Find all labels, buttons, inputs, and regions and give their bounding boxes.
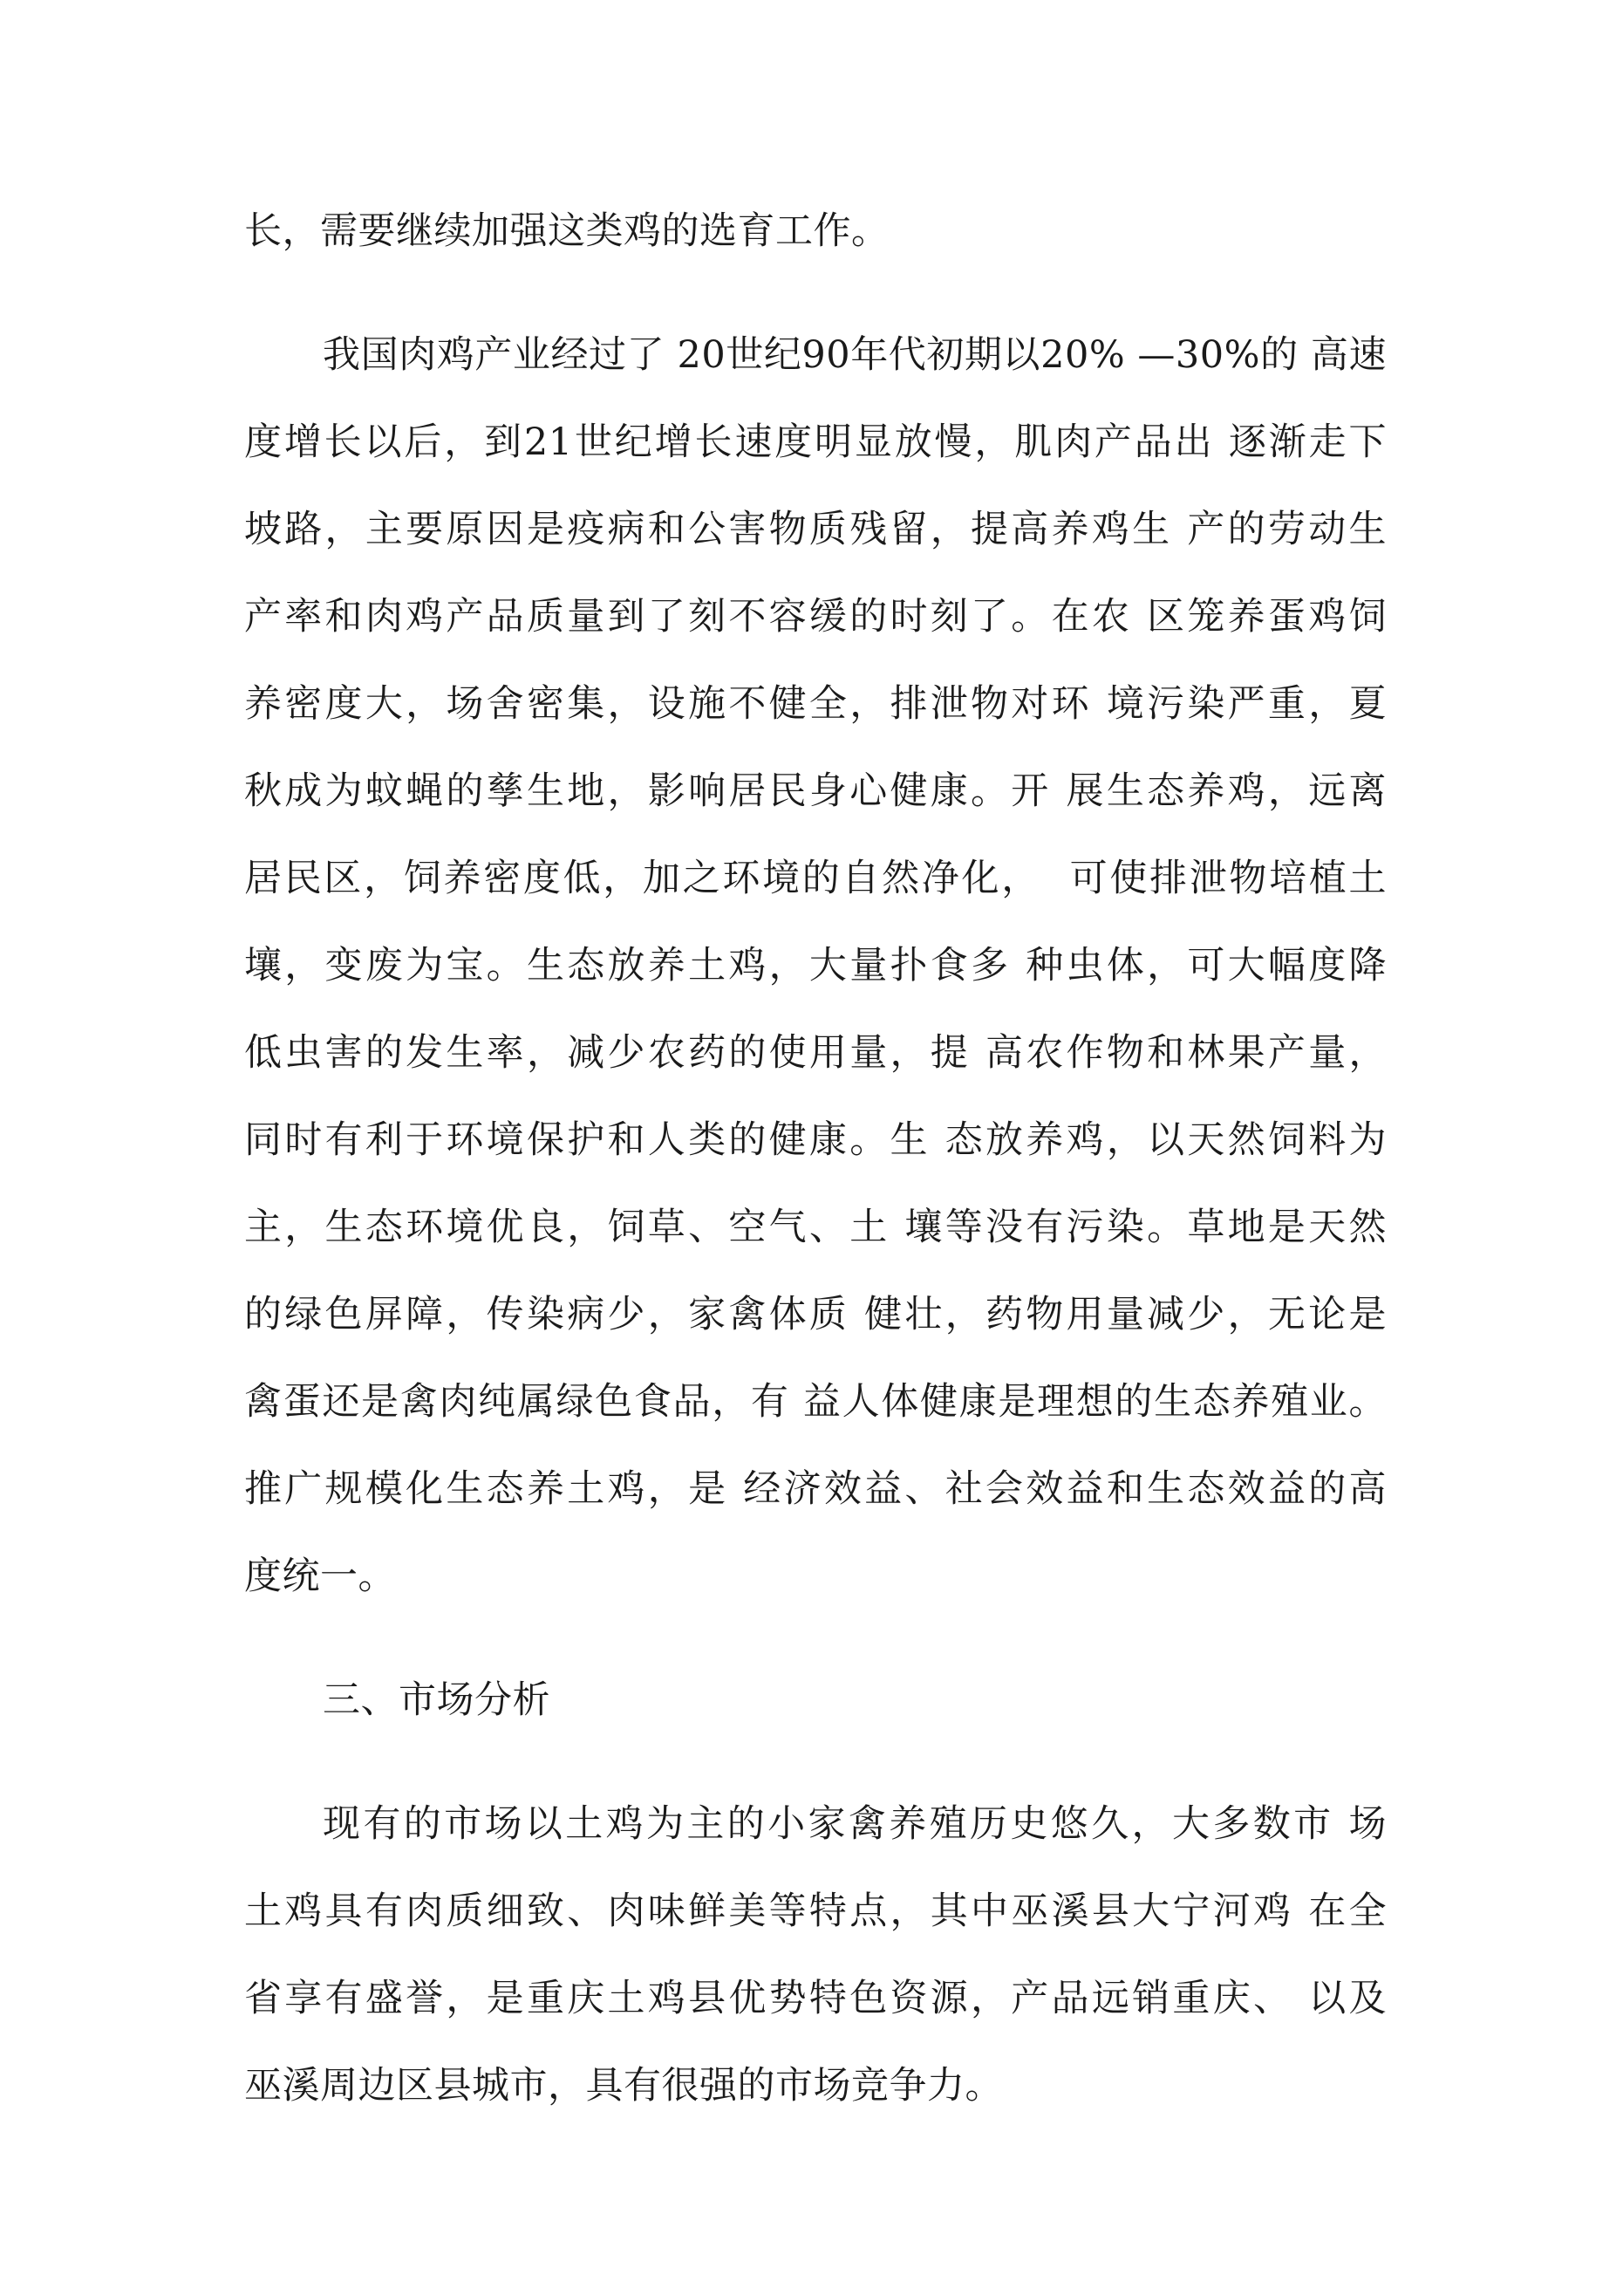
paragraph-line: 巫溪周边区县城市，具有很强的市场竞争力。 [244,2064,1003,2108]
paragraph-line: 的绿色屏障，传染病少，家禽体质 健壮，药物用量减少，无论是 [244,1293,1387,1336]
paragraph-line: 推广规模化生态养土鸡，是 经济效益、社会效益和生态效益的高 [244,1467,1387,1511]
paragraph-line: 同时有利于环境保护和人类的健康。生 态放养鸡，以天然饲料为 [244,1118,1387,1162]
paragraph-line: 居民区，饲养密度低，加之环境的自然净化， 可使排泄物培植土 [244,857,1387,900]
paragraph-line: 坡路，主要原因是疫病和公害物质残留，提高养鸡生 产的劳动生 [244,508,1387,551]
paragraph-line: 禽蛋还是禽肉纯属绿色食品，有 益人体健康是理想的生态养殖业。 [244,1380,1387,1424]
paragraph-line: 产率和肉鸡产品质量到了刻不容缓的时刻了。在农 区笼养蛋鸡饲 [244,595,1387,639]
paragraph-line: 土鸡具有肉质细致、肉味鲜美等特点，其中巫溪县大宁河鸡 在全 [244,1889,1387,1933]
paragraph-line: 低虫害的发生率，减少农药的使用量，提 高农作物和林果产量， [244,1031,1387,1075]
section-heading: 三、市场分析 [323,1678,550,1722]
paragraph-line: 度统一。 [244,1555,396,1598]
paragraph-line: 秋成为蚊蝇的孳生地，影响居民身心健康。开 展生态养鸡，远离 [244,769,1387,813]
paragraph-line: 养密度大，场舍密集，设施不健全，排泄物对环 境污染严重，夏 [244,682,1387,726]
paragraph-line: 现有的市场以土鸡为主的小家禽养殖历史悠久，大多数市 场 [323,1802,1387,1846]
paragraph-line: 度增长以后，到21世纪增长速度明显放慢，肌肉产品出 逐渐走下 [244,420,1387,464]
paragraph-line: 长，需要继续加强这类鸡的选育工作。 [244,209,890,253]
paragraph-line: 省享有盛誉，是重庆土鸡县优势特色资源，产品远销重庆、 以及 [244,1977,1387,2020]
paragraph-line: 壤，变废为宝。生态放养土鸡，大量扑食多 种虫体，可大幅度降 [244,944,1387,987]
paragraph-line: 主，生态环境优良，饲草、空气、土 壤等没有污染。草地是天然 [244,1206,1387,1249]
paragraph-line: 我国肉鸡产业经过了 20世纪90年代初期以20% —30%的 高速 [323,333,1387,377]
